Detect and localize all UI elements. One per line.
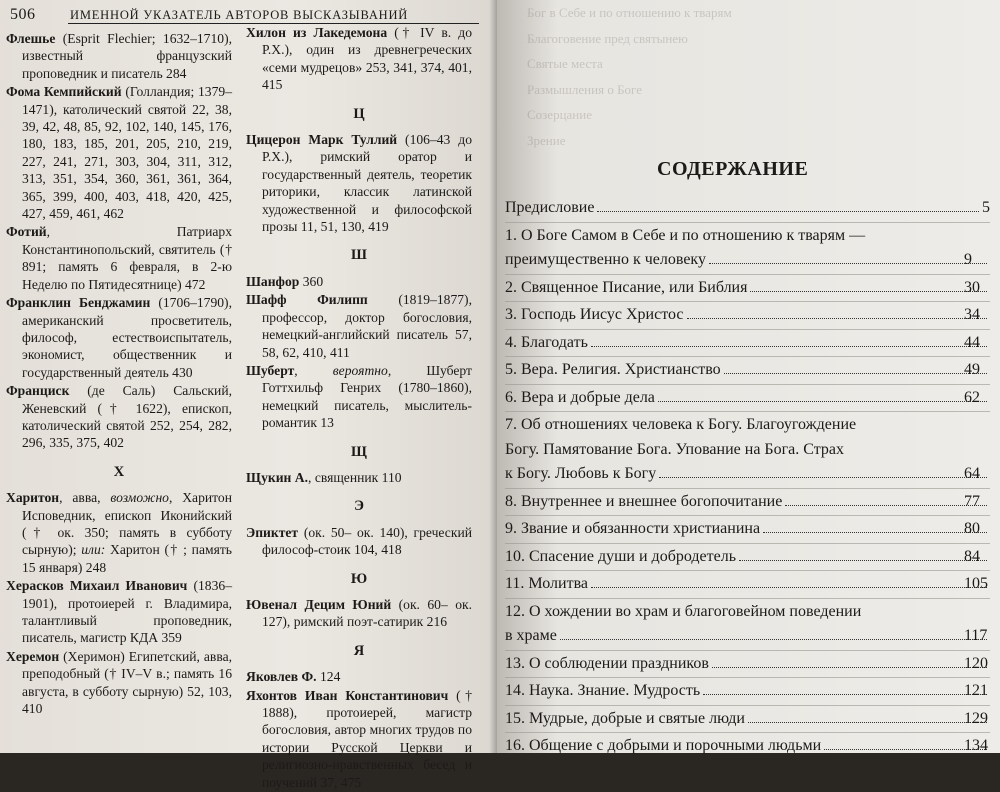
- toc-text: О соблюдении праздников: [529, 654, 709, 672]
- entry-name: Яковлев Ф.: [246, 669, 317, 685]
- entry-details: (Голландия; 1379–1471), католический святой 22, 38, 39, 42, 48, 85, 92, 102, 140, 145, 176, 180, 183, 185, 201, 205, 210, 219, 227, 241, 271, 303, 304, 311, 312, 313, 351, 354, 360, 361, 361, 364, 365, 399, 400, 403, 418, 420, 425, 427, 459, 461, 462: [22, 84, 232, 222]
- toc-leader-line: 16. Общение с добрыми и порочными людьми 134: [531, 734, 990, 759]
- entry-details: (1706–1790), американский просветитель, философ, естествоиспытатель, экономист, общественник и государственный деятель 430: [22, 295, 232, 380]
- toc-entry: [505, 196, 990, 221]
- toc-leader-line: 11. Молитва 105: [531, 572, 990, 597]
- index-section-letter: Ю: [350, 570, 368, 587]
- index-entry: [6, 83, 232, 222]
- toc-text-wrap: [505, 303, 684, 328]
- right-page: [497, 0, 1000, 753]
- entry-details: , Харитон Исповедник, епископ Иконийский († ок. 350; память в субботу сырную);: [22, 490, 232, 558]
- toc-text: Наука. Знание. Мудрость: [529, 682, 701, 699]
- entry-italic-note: или:: [81, 542, 106, 558]
- toc-text-wrap: [505, 652, 709, 677]
- toc-separator: [505, 705, 990, 706]
- toc-number: 7.: [505, 416, 517, 433]
- toc-separator: [505, 329, 990, 330]
- index-entry: [246, 273, 472, 290]
- toc-leader-line: 6. Вера и добрые дела 62: [531, 386, 990, 411]
- index-entry: [6, 223, 232, 293]
- toc-dot-leader: [739, 560, 987, 561]
- toc-number: 3.: [505, 306, 517, 323]
- index-entry: [246, 596, 472, 631]
- toc-separator: [505, 488, 990, 489]
- toc-entry: [505, 572, 990, 597]
- entry-details: († IV в. до Р.Х.), один из древнегреческих «семи мудрецов» 253, 341, 374, 401, 415: [262, 25, 473, 93]
- toc-leader-line: в храме 117: [531, 624, 990, 649]
- toc-leader-line: 15. Мудрые, добрые и святые люди 129: [531, 707, 990, 732]
- entry-name: Фома Кемпийский: [6, 84, 122, 100]
- toc-separator: [505, 356, 990, 357]
- ghost-line: Зрение: [527, 132, 566, 148]
- entry-name: Франклин Бенджамин: [6, 295, 151, 311]
- toc-text: Богу. Памятование Бога. Упование на Бога. Страх: [505, 440, 845, 458]
- toc-entry: [505, 734, 990, 759]
- toc-dot-leader: [750, 291, 987, 292]
- header-rule: [68, 23, 479, 24]
- index-entry: [6, 294, 232, 381]
- index-entry: [246, 524, 472, 559]
- toc-leader-line: [505, 196, 990, 221]
- toc-title: СОДЕРЖАНИЕ: [657, 158, 809, 180]
- toc-leader-line: 10. Спасение души и добродетель 84: [531, 545, 990, 570]
- toc-leader-line: 13. О соблюдении праздников 120: [531, 652, 990, 677]
- toc-entry: [505, 707, 990, 732]
- entry-details: (де Саль) Сальский, Женевский († 1622), епископ, католический святой 252, 254, 282, 296, 335, 375, 402: [22, 383, 232, 451]
- toc-number: 6.: [505, 388, 517, 406]
- toc-leader-line: 2. Священное Писание, или Библия 30: [531, 276, 990, 301]
- toc-text: О хождении во храм и благоговейном поведении: [529, 602, 862, 620]
- entry-name: Херемон: [6, 648, 60, 664]
- toc-dot-leader: [824, 749, 987, 750]
- toc-number: 11.: [505, 575, 525, 592]
- toc-entry: [505, 652, 990, 677]
- left-page: [0, 0, 497, 790]
- toc-number: 14.: [505, 682, 525, 699]
- toc-dot-leader: [703, 694, 987, 695]
- entry-name: Шанфор: [246, 273, 300, 289]
- entry-italic-note: вероятно: [332, 362, 388, 378]
- toc-text: Общение с добрыми и порочными людьми: [529, 737, 822, 754]
- entry-name: Шуберт: [246, 362, 295, 378]
- toc-text: Мудрые, добрые и святые люди: [529, 709, 745, 727]
- toc-separator: [505, 543, 990, 544]
- index-section-letter: Щ: [351, 443, 367, 460]
- ghost-line: Благоговение пред святынею: [527, 30, 688, 46]
- entry-details: , Патриарх Константинопольский, святитель († 891; память 6 февраля, в 2-ю Неделю по Пятидесятнице) 472: [22, 224, 232, 292]
- toc-text: Священное Писание, или Библия: [521, 278, 748, 296]
- toc-leader-line: 8. Внутреннее и внешнее богопочитание 77: [531, 490, 990, 515]
- toc-entry: [505, 224, 990, 273]
- entry-name: Флешье: [6, 31, 56, 46]
- toc-text-wrap: [505, 462, 657, 487]
- toc-separator: [505, 411, 990, 412]
- entry-details: Харитон († ; память 15 января) 248: [22, 542, 232, 575]
- toc-leader-line: 3. Господь Иисус Христос 34: [531, 303, 990, 328]
- entry-details: 360: [299, 273, 324, 289]
- toc-text: Спасение души и добродетель: [529, 547, 736, 565]
- toc-separator: [505, 515, 990, 516]
- toc-separator: [505, 222, 990, 223]
- toc-text: Об отношениях человека к Богу. Благоугождение: [521, 416, 857, 433]
- index-entry: [246, 687, 472, 791]
- entry-details: , священник 110: [308, 469, 402, 485]
- toc-number: 9.: [505, 520, 517, 537]
- entry-name: Щукин А.: [246, 469, 309, 485]
- toc-text-wrap: [505, 572, 589, 597]
- toc-text: преимущественно к человеку: [505, 251, 706, 268]
- toc-dot-leader: [687, 318, 988, 319]
- toc-entry: [505, 303, 990, 328]
- toc-number: 10.: [505, 547, 525, 565]
- entry-name: Ювенал Децим Юний: [246, 596, 392, 612]
- toc-dot-leader: [748, 722, 987, 723]
- toc-entry: [505, 600, 990, 649]
- toc-dot-leader: [709, 263, 987, 264]
- toc-number: 1.: [505, 226, 517, 244]
- toc-entry: [505, 358, 990, 383]
- toc-line-text: [505, 438, 990, 463]
- entry-details: 124: [316, 669, 341, 685]
- toc-text: О Боге Самом в Себе и по отношению к тварям —: [521, 226, 866, 244]
- index-column-2: [246, 24, 472, 792]
- entry-name: Эпиктет: [246, 524, 299, 540]
- index-section-letter: Я: [353, 642, 365, 659]
- entry-name: Яхонтов Иван Константинович: [246, 687, 449, 703]
- toc-number: 8.: [505, 492, 517, 510]
- toc-text-wrap: [505, 734, 822, 759]
- index-entry: [6, 648, 232, 718]
- entry-details: (Esprit Flechier; 1632–1710), известный французский проповедник и писатель 284: [22, 31, 232, 81]
- index-entry: [246, 24, 472, 94]
- entry-name: Харитон: [6, 490, 60, 506]
- toc-text: Внутреннее и внешнее богопочитание: [521, 492, 783, 510]
- toc-number: 2.: [505, 278, 517, 296]
- entry-name: Франциск: [6, 383, 70, 399]
- toc-number: 13.: [505, 654, 525, 672]
- table-of-contents: [505, 196, 990, 759]
- toc-entry: [505, 679, 990, 704]
- index-entry: [6, 577, 232, 647]
- toc-text-wrap: [505, 707, 745, 732]
- entry-name: Шафф Филипп: [246, 292, 368, 308]
- toc-text-wrap: [505, 248, 706, 273]
- toc-line-text: [505, 600, 990, 625]
- toc-text-wrap: [505, 490, 783, 515]
- toc-number: 12.: [505, 602, 525, 620]
- entry-details: , авва,: [59, 490, 111, 506]
- index-columns: [6, 25, 479, 792]
- ghost-line: Святые места: [527, 56, 603, 71]
- index-section-letter: Х: [113, 463, 125, 480]
- toc-dot-leader: [591, 587, 987, 588]
- toc-separator: [505, 598, 990, 599]
- entry-name: Цицерон Марк Туллий: [246, 132, 398, 148]
- toc-separator: [505, 650, 990, 651]
- toc-dot-leader: [591, 346, 987, 347]
- entry-details: ,: [294, 362, 333, 378]
- toc-leader-line: 9. Звание и обязанности христианина 80: [531, 517, 990, 542]
- toc-number: 4.: [505, 333, 517, 351]
- entry-name: Фотий: [6, 224, 47, 240]
- toc-dot-leader: [659, 477, 987, 478]
- toc-leader-line: 14. Наука. Знание. Мудрость 121: [531, 679, 990, 704]
- toc-dot-leader: [712, 667, 987, 668]
- toc-separator: [505, 732, 990, 733]
- toc-dot-leader: [658, 401, 987, 402]
- entry-details: (106–43 до Р.Х.), римский оратор и государственный деятель, теоретик риторики, классик латинской художественной и философской прозы 11, 51, 130, 419: [262, 132, 472, 235]
- toc-separator: [505, 301, 990, 302]
- entry-details: (1819–1877), профессор, доктор богословия, немецкий-английский писатель 57, 58, 62, 410, 411: [262, 292, 472, 360]
- entry-name: Хилон из Лакедемона: [246, 25, 388, 40]
- toc-separator: [505, 384, 990, 385]
- entry-details: (1836–1901), протоиерей г. Владимира, талантливый проповедник, писатель, магистр КДА 359: [22, 578, 232, 646]
- show-through-text: [527, 0, 987, 150]
- index-entry: [246, 131, 472, 235]
- entry-details: , Шуберт Готтхильф Генрих (1780–1860), немецкий писатель, мыслитель-романтик 13: [262, 362, 472, 431]
- toc-leader-line: 4. Благодать 44: [531, 331, 990, 356]
- index-entry: [246, 668, 472, 685]
- toc-entry: [505, 413, 990, 487]
- toc-text: Благодать: [521, 333, 588, 351]
- toc-text: Молитва: [528, 575, 589, 592]
- toc-text-wrap: [505, 624, 557, 649]
- index-column-1: [6, 30, 232, 792]
- entry-name: Херасков Михаил Иванович: [6, 578, 188, 594]
- toc-dot-leader: [763, 532, 987, 533]
- toc-leader-line: преимущественно к человеку 9: [531, 248, 990, 273]
- ghost-line: Созерцание: [527, 107, 592, 122]
- index-entry: [6, 382, 232, 452]
- toc-number: 5.: [505, 361, 517, 378]
- index-entry: [6, 489, 232, 576]
- page-number: 506: [10, 6, 36, 23]
- toc-text-wrap: [505, 545, 736, 570]
- index-section-letter: Ш: [351, 247, 367, 264]
- toc-text: Вера и добрые дела: [521, 388, 655, 406]
- toc-entry: [505, 517, 990, 542]
- toc-number: 15.: [505, 709, 525, 727]
- entry-details: (ок. 50– ок. 140), греческий философ-стоик 104, 418: [262, 524, 472, 558]
- header-title: ИМЕННОЙ УКАЗАТЕЛЬ АВТОРОВ ВЫСКАЗЫВАНИЙ: [70, 8, 409, 22]
- toc-text-wrap: [505, 386, 655, 411]
- index-entry: [246, 469, 472, 486]
- ghost-line: Бог в Себе и по отношению к тварям: [527, 5, 732, 20]
- ghost-line: Размышления о Боге: [527, 81, 642, 97]
- toc-separator: [505, 677, 990, 678]
- entry-details: (ок. 60– ок. 127), римский поэт-сатирик 216: [262, 596, 472, 630]
- index-section-letter: Ц: [353, 105, 365, 122]
- running-header: [6, 4, 479, 26]
- toc-dot-leader: [724, 373, 987, 374]
- index-entry: [6, 30, 232, 82]
- toc-text-wrap: [505, 358, 721, 383]
- index-entry: [246, 291, 472, 361]
- toc-dot-leader: [785, 505, 987, 506]
- entry-italic-note: возможно: [110, 490, 169, 506]
- toc-number: 16.: [505, 737, 525, 754]
- toc-dot-leader: [597, 211, 979, 212]
- entry-details: († 1888), протоиерей, магистр богословия, автор многих трудов по истории Русской Церкви и религиозно-нравственных бесед и поучений 37, 475: [262, 687, 472, 790]
- toc-text: Предисловие: [505, 199, 595, 216]
- toc-dot-leader: [560, 639, 987, 640]
- toc-separator: [505, 570, 990, 571]
- toc-line-text: [505, 224, 990, 249]
- toc-text: в храме: [505, 627, 557, 644]
- toc-page-number: 5: [982, 199, 990, 216]
- index-entry: [246, 362, 472, 432]
- toc-text-wrap: [505, 196, 594, 221]
- toc-entry: [505, 331, 990, 356]
- toc-text: к Богу. Любовь к Богу: [505, 465, 657, 482]
- toc-text: Звание и обязанности христианина: [521, 520, 761, 537]
- toc-text-wrap: [505, 331, 588, 356]
- toc-entry: [505, 545, 990, 570]
- toc-text: Господь Иисус Христос: [521, 306, 684, 323]
- index-section-letter: Э: [354, 498, 364, 515]
- toc-leader-line: к Богу. Любовь к Богу 64: [531, 462, 990, 487]
- toc-separator: [505, 274, 990, 275]
- toc-text: Вера. Религия. Христианство: [521, 361, 721, 378]
- toc-text-wrap: [505, 679, 701, 704]
- toc-line-text: [505, 413, 990, 438]
- toc-entry: [505, 276, 990, 301]
- entry-details: (Херимон) Египетский, авва, преподобный († IV–V в.; память 16 августа, в субботу сырную) 52, 103, 410: [22, 648, 232, 717]
- toc-entry: [505, 386, 990, 411]
- toc-leader-line: 5. Вера. Религия. Христианство 49: [531, 358, 990, 383]
- toc-entry: [505, 490, 990, 515]
